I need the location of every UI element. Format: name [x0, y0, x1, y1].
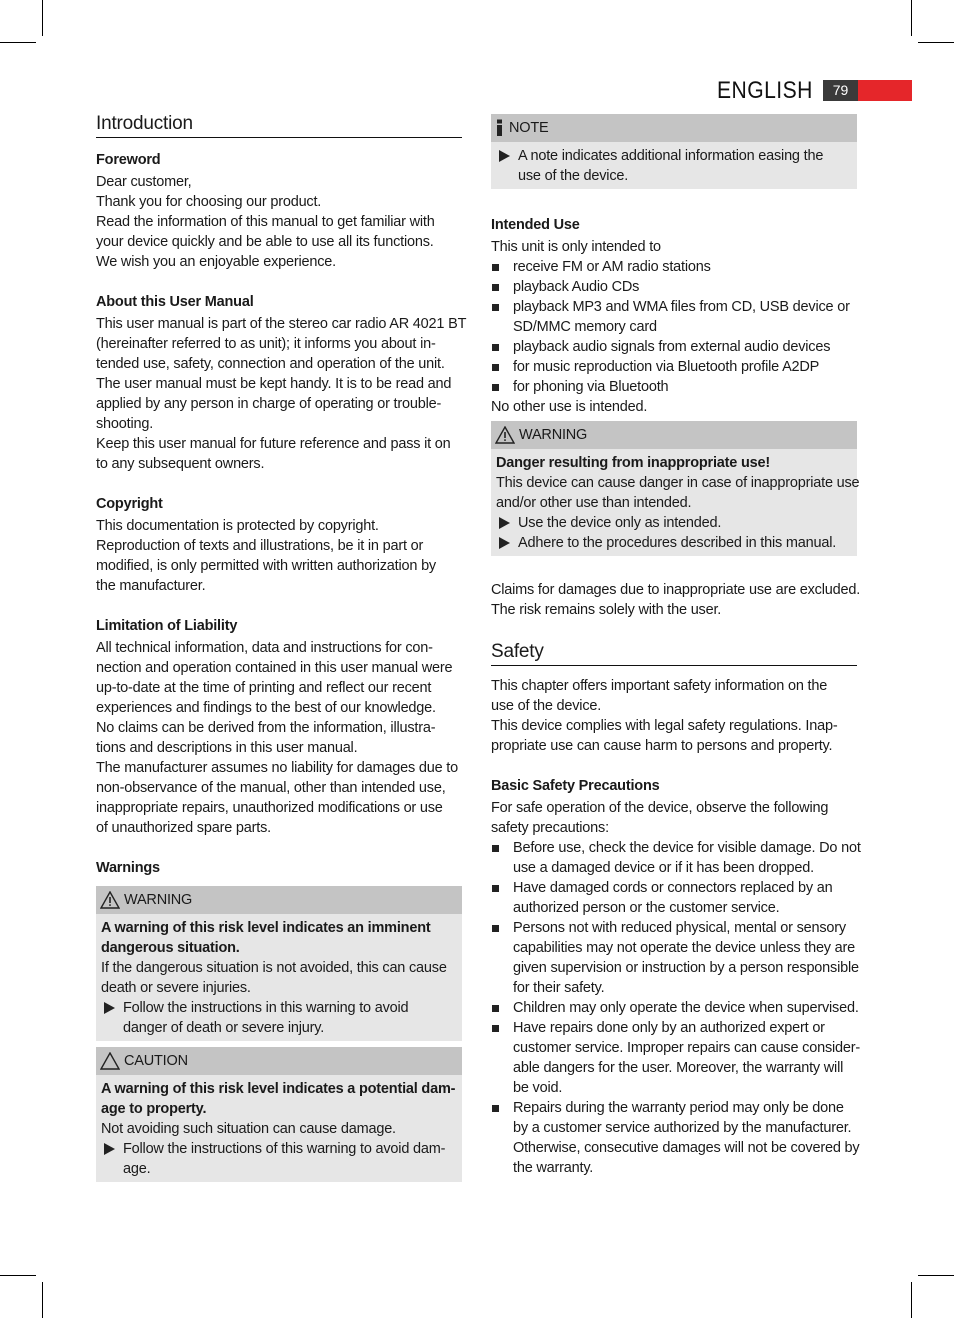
warning-instruction: Adhere to the procedures described in this manual.	[496, 533, 852, 553]
bullet-square-icon	[492, 364, 499, 371]
warning-bold-text: Danger resulting from inappropriate use!	[496, 455, 770, 471]
note-label: NOTE	[509, 120, 549, 136]
page-number: 79	[823, 80, 858, 101]
caution-box	[96, 1047, 462, 1182]
bullet-square-icon	[492, 304, 499, 311]
list-item: playback MP3 and WMA files from CD, USB device or SD/MMC memory card	[491, 297, 857, 337]
arrow-right-icon	[499, 517, 510, 529]
crop-mark	[911, 0, 912, 36]
warning-label: WARNING	[124, 892, 193, 908]
arrow-right-icon	[499, 150, 510, 162]
list-item: receive FM or AM radio stations	[491, 257, 857, 277]
crop-mark	[42, 0, 43, 36]
heading-foreword: Foreword	[96, 152, 161, 168]
warning-instruction: Follow the instructions in this warning to avoid danger of death or severe injury.	[101, 998, 457, 1038]
bullet-square-icon	[492, 264, 499, 271]
accent-bar	[858, 80, 912, 101]
crop-mark	[918, 1275, 954, 1276]
caution-bold-text: A warning of this risk level indicates a potential dam- age to property.	[101, 1081, 456, 1117]
bullet-square-icon	[492, 1025, 499, 1032]
crop-mark	[918, 42, 954, 43]
bullet-square-icon	[492, 1005, 499, 1012]
arrow-right-icon	[499, 537, 510, 549]
list-item: for phoning via Bluetooth	[491, 377, 857, 397]
section-title-introduction: Introduction	[96, 112, 462, 138]
warning-label: WARNING	[519, 427, 588, 443]
intended-use-intro: This unit is only intended to	[491, 239, 661, 255]
liability-text: All technical information, data and instructions for con- nection and operation contained in this user manual were up-to-date at the time of printing and reflect our recent experiences and findings to the best of our knowledge. No claims can be derived from the information, illustra- tions and descriptions in this user manual. The manufacturer assumes no liability for damages due to non-observance of the manual, other than intended use, inappropriate repairs, unauthorized modifications or use of unauthorized spare parts.	[96, 640, 458, 836]
copyright-text: This documentation is protected by copyright. Reproduction of texts and illustrations, be it in part or modified, is only permitted with written authorization by the manufacturer.	[96, 518, 436, 594]
heading-about-manual: About this User Manual	[96, 294, 254, 310]
warning-text: If the dangerous situation is not avoided, this can cause death or severe injuries.	[101, 960, 447, 996]
safety-intro-text: This chapter offers important safety information on the use of the device. This device complies with legal safety regulations. Inap- propriate use can cause harm to persons and property.	[491, 678, 838, 754]
warning-instruction: Use the device only as intended.	[496, 513, 852, 533]
list-item: Have damaged cords or connectors replaced by an authorized person or the customer service.	[491, 878, 857, 918]
safety-list	[491, 838, 861, 1178]
heading-liability: Limitation of Liability	[96, 618, 238, 634]
caution-triangle-icon	[100, 1052, 120, 1070]
arrow-right-icon	[104, 1002, 115, 1014]
heading-intended-use: Intended Use	[491, 217, 580, 233]
warning-text: This device can cause danger in case of inappropriate use and/or other use than intended.	[496, 475, 860, 511]
list-item: Have repairs done only by an authorized expert or customer service. Improper repairs can cause consider- able dangers for the user. Moreover, the warranty will be void.	[491, 1018, 857, 1098]
about-manual-text: This user manual is part of the stereo car radio AR 4021 BT (hereinafter referred to as unit); it informs you about in- tended use, safety, connection and operation of the unit. The user manual must be kept handy. It is to be read and applied by any person in charge of operating or trouble- shooting. Keep this user manual for future reference and pass it on to any subsequent owners.	[96, 316, 467, 472]
claims-text: Claims for damages due to inappropriate use are excluded. The risk remains solely with the user.	[491, 582, 861, 618]
left-column	[96, 112, 467, 1182]
arrow-right-icon	[104, 1143, 115, 1155]
heading-basic-safety: Basic Safety Precautions	[491, 778, 660, 794]
caution-label: CAUTION	[124, 1053, 188, 1069]
right-column	[491, 114, 861, 1178]
crop-mark	[0, 1275, 36, 1276]
bullet-square-icon	[492, 845, 499, 852]
list-item: playback Audio CDs	[491, 277, 857, 297]
warning-bold-text: A warning of this risk level indicates an imminent dangerous situation.	[101, 920, 431, 956]
bullet-square-icon	[492, 344, 499, 351]
foreword-text: Dear customer, Thank you for choosing our product. Read the information of this manual to get familiar with your device quickly and be able to use all its functions. We wish you an enjoyable experience.	[96, 174, 435, 270]
list-item: Before use, check the device for visible damage. Do not use a damaged device or if it has been dropped.	[491, 838, 857, 878]
intended-use-list	[491, 257, 857, 397]
bullet-square-icon	[492, 885, 499, 892]
basic-safety-intro: For safe operation of the device, observe the following safety precautions:	[491, 800, 829, 836]
caution-text: Not avoiding such situation can cause damage.	[101, 1121, 396, 1137]
note-instruction: A note indicates additional information easing the use of the device.	[496, 146, 852, 186]
intended-use-warning-box	[491, 421, 860, 556]
intended-use-outro: No other use is intended.	[491, 399, 648, 415]
note-box	[491, 114, 857, 189]
info-icon	[495, 119, 505, 137]
crop-mark	[911, 1282, 912, 1318]
list-item: playback audio signals from external audio devices	[491, 337, 857, 357]
list-item: Persons not with reduced physical, mental or sensory capabilities may not operate the device unless they are given supervision or instruction by a person responsible for their safety.	[491, 918, 857, 998]
bullet-square-icon	[492, 284, 499, 291]
heading-copyright: Copyright	[96, 496, 163, 512]
list-item: Repairs during the warranty period may only be done by a customer service authorized by the manufacturer. Otherwise, consecutive damages will not be covered by the warranty.	[491, 1098, 857, 1178]
list-item: for music reproduction via Bluetooth profile A2DP	[491, 357, 857, 377]
section-title-safety: Safety	[491, 640, 857, 666]
caution-instruction: Follow the instructions of this warning to avoid dam- age.	[101, 1139, 457, 1179]
warning-triangle-icon	[495, 426, 515, 444]
crop-mark	[0, 42, 36, 43]
bullet-square-icon	[492, 1105, 499, 1112]
list-item: Children may only operate the device when supervised.	[491, 998, 857, 1018]
warning-triangle-icon	[100, 891, 120, 909]
language-header: ENGLISH	[717, 77, 813, 104]
heading-warnings: Warnings	[96, 860, 160, 876]
bullet-square-icon	[492, 384, 499, 391]
crop-mark	[42, 1282, 43, 1318]
bullet-square-icon	[492, 925, 499, 932]
warning-box	[96, 886, 462, 1041]
